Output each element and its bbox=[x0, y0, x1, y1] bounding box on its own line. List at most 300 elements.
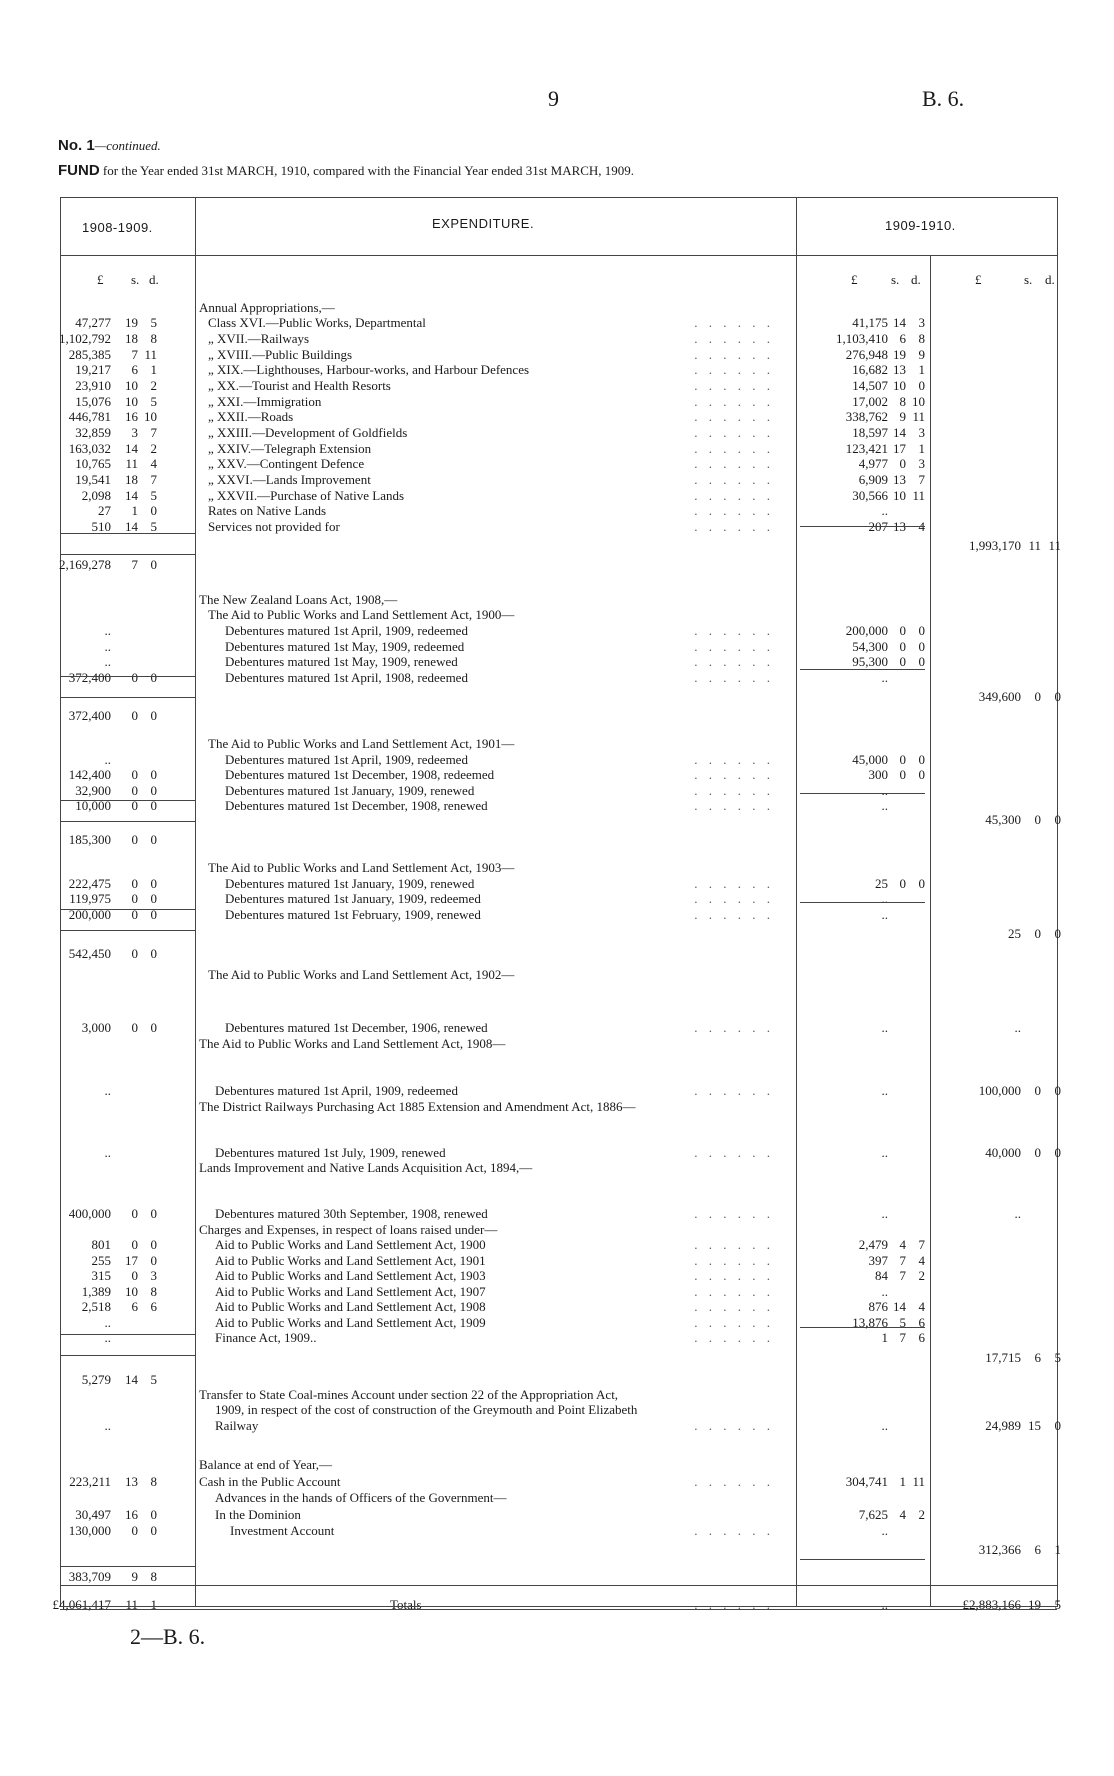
leader-dots: . . . . . . bbox=[694, 798, 774, 813]
1908-1909-shillings: 18 bbox=[125, 331, 138, 346]
left-subtotal-rule bbox=[60, 533, 195, 534]
1908-1909-shillings: 9 bbox=[131, 1569, 138, 1584]
1909-1910-item-pounds: .. bbox=[881, 1206, 888, 1221]
fund-title bbox=[58, 162, 634, 179]
1908-1909-pence: 7 bbox=[150, 425, 157, 440]
page-footer: 2—B. 6. bbox=[130, 1624, 206, 1649]
table-row bbox=[0, 860, 1114, 875]
1909-1910-item-shillings: 4 bbox=[899, 1507, 906, 1522]
1909-1910-item-pounds: .. bbox=[881, 907, 888, 922]
1908-1909-pence: 2 bbox=[150, 441, 157, 456]
1908-1909-pounds: .. bbox=[104, 639, 111, 654]
table-row bbox=[0, 670, 1114, 685]
1909-1910-item-shillings: 0 bbox=[899, 654, 906, 669]
row-description: Debentures matured 30th September, 1908, renewed bbox=[215, 1206, 488, 1221]
1908-1909-shillings: 16 bbox=[125, 409, 138, 424]
leader-dots: . . . . . . bbox=[694, 1474, 774, 1489]
leader-dots: . . . . . . bbox=[694, 1083, 774, 1098]
row-description: The Aid to Public Works and Land Settlement Act, 1900— bbox=[208, 607, 515, 622]
header-rule bbox=[60, 255, 1057, 256]
table-row bbox=[0, 441, 1114, 456]
table-row bbox=[0, 1507, 1114, 1522]
1908-1909-shillings: 0 bbox=[131, 708, 138, 723]
leader-dots: . . . . . . bbox=[694, 891, 774, 906]
leader-dots: . . . . . . bbox=[694, 876, 774, 891]
fund-description: for the Year ended 31st MARCH, 1910, compared with the Financial Year ended 31st MARCH, 1909. bbox=[102, 163, 635, 178]
row-description: „ XXI.—Immigration bbox=[208, 394, 322, 409]
1909-1910-item-pounds: 1 bbox=[881, 1330, 888, 1345]
1909-1910-item-pounds: 84 bbox=[875, 1268, 888, 1283]
row-description: Debentures matured 1st January, 1909, renewed bbox=[225, 783, 475, 798]
1909-1910-item-pounds: 207 bbox=[868, 519, 888, 534]
table-row bbox=[0, 1402, 1114, 1417]
1909-1910-total-pounds: 100,000 bbox=[978, 1083, 1021, 1098]
1908-1909-shillings: 14 bbox=[125, 519, 138, 534]
1908-1909-shillings: 6 bbox=[131, 1299, 138, 1314]
1908-1909-pounds: .. bbox=[104, 1418, 111, 1433]
row-description: 1909, in respect of the cost of construction of the Greymouth and Point Elizabeth bbox=[215, 1402, 638, 1417]
1909-1910-item-pounds: 4,977 bbox=[858, 456, 888, 471]
row-description: Debentures matured 1st April, 1908, redeemed bbox=[225, 670, 468, 685]
1908-1909-pence: 5 bbox=[150, 519, 157, 534]
1909-1910-item-shillings: 8 bbox=[899, 394, 906, 409]
1909-1910-item-pounds: 2,479 bbox=[858, 1237, 888, 1252]
1908-1909-pounds: 1,102,792 bbox=[59, 331, 111, 346]
1908-1909-pounds: 285,385 bbox=[68, 347, 111, 362]
1909-1910-item-shillings: 0 bbox=[899, 752, 906, 767]
row-description: Aid to Public Works and Land Settlement Act, 1909 bbox=[215, 1315, 486, 1330]
right-shilling-header: s. bbox=[1024, 272, 1033, 287]
row-description: The Aid to Public Works and Land Settlement Act, 1901— bbox=[208, 736, 515, 751]
row-description: Debentures matured 1st January, 1909, redeemed bbox=[225, 891, 481, 906]
table-row bbox=[0, 472, 1114, 487]
row-description: „ XX.—Tourist and Health Resorts bbox=[208, 378, 391, 393]
1909-1910-item-pounds: .. bbox=[881, 1083, 888, 1098]
table-row bbox=[0, 752, 1114, 767]
left-year-header: 1908-1909. bbox=[82, 220, 153, 235]
1908-1909-shillings: 13 bbox=[125, 1474, 138, 1489]
table-row bbox=[0, 783, 1114, 798]
left-subtotal-rule bbox=[60, 697, 195, 698]
1908-1909-shillings: 18 bbox=[125, 472, 138, 487]
1909-1910-item-shillings: 10 bbox=[893, 488, 906, 503]
1909-1910-item-pounds: .. bbox=[881, 1145, 888, 1160]
table-row bbox=[0, 891, 1114, 906]
1909-1910-item-pounds: 95,300 bbox=[852, 654, 888, 669]
left-subtotal-rule bbox=[60, 930, 195, 931]
1909-1910-item-pounds: 397 bbox=[868, 1253, 888, 1268]
1908-1909-pounds: 30,497 bbox=[75, 1507, 111, 1522]
row-description: Charges and Expenses, in respect of loans raised under— bbox=[199, 1222, 498, 1237]
table-row bbox=[0, 300, 1114, 315]
1909-1910-item-pounds: 200,000 bbox=[845, 623, 888, 638]
table-row bbox=[0, 519, 1114, 534]
1909-1910-item-shillings: 0 bbox=[899, 456, 906, 471]
1908-1909-shillings: 10 bbox=[125, 1284, 138, 1299]
1908-1909-pounds: .. bbox=[104, 1315, 111, 1330]
1909-1910-item-pence: 1 bbox=[918, 362, 925, 377]
row-description: Debentures matured 1st April, 1909, redeemed bbox=[215, 1083, 458, 1098]
row-description: Debentures matured 1st December, 1908, redeemed bbox=[225, 767, 495, 782]
1909-1910-item-pence: 6 bbox=[918, 1330, 925, 1345]
table-row bbox=[0, 1542, 1114, 1557]
1909-1910-total-shillings: 6 bbox=[1034, 1542, 1041, 1557]
1909-1910-item-pence: 3 bbox=[918, 425, 925, 440]
1908-1909-pounds: .. bbox=[104, 654, 111, 669]
1908-1909-shillings: 0 bbox=[131, 1206, 138, 1221]
1909-1910-total-pounds: 17,715 bbox=[985, 1350, 1021, 1365]
1909-1910-item-shillings: 7 bbox=[899, 1330, 906, 1345]
row-description: Debentures matured 1st May, 1909, redeemed bbox=[225, 639, 465, 654]
1908-1909-pounds: 315 bbox=[91, 1268, 111, 1283]
1908-1909-pence: 0 bbox=[150, 783, 157, 798]
1908-1909-shillings: 0 bbox=[131, 946, 138, 961]
table-row bbox=[0, 623, 1114, 638]
table-row bbox=[0, 409, 1114, 424]
1909-1910-item-pounds: .. bbox=[881, 1284, 888, 1299]
1908-1909-pounds: 400,000 bbox=[68, 1206, 111, 1221]
1909-1910-item-pounds: 304,741 bbox=[845, 1474, 888, 1489]
table-row bbox=[0, 1099, 1114, 1114]
row-description: Balance at end of Year,— bbox=[199, 1457, 333, 1472]
table-row bbox=[0, 1036, 1114, 1051]
1909-1910-item-shillings: 14 bbox=[893, 425, 906, 440]
1908-1909-pounds: 2,098 bbox=[81, 488, 111, 503]
1908-1909-shillings: 0 bbox=[131, 1020, 138, 1035]
leader-dots: . . . . . . bbox=[694, 503, 774, 518]
1909-1910-total-shillings: 15 bbox=[1028, 1418, 1041, 1433]
1909-1910-item-pence: 0 bbox=[918, 654, 925, 669]
leader-dots: . . . . . . bbox=[694, 752, 774, 767]
leader-dots: . . . . . . bbox=[694, 394, 774, 409]
1909-1910-total-pounds: 312,366 bbox=[978, 1542, 1021, 1557]
table-row bbox=[0, 1020, 1114, 1035]
1908-1909-pounds: .. bbox=[104, 752, 111, 767]
1908-1909-pence: 0 bbox=[150, 557, 157, 572]
table-row bbox=[0, 639, 1114, 654]
row-description: Aid to Public Works and Land Settlement Act, 1901 bbox=[215, 1253, 486, 1268]
1908-1909-pence: 0 bbox=[150, 832, 157, 847]
document-reference: B. 6. bbox=[922, 86, 965, 111]
1908-1909-shillings: 0 bbox=[131, 798, 138, 813]
row-description: Debentures matured 1st December, 1906, renewed bbox=[225, 1020, 488, 1035]
leader-dots: . . . . . . bbox=[694, 1237, 774, 1252]
table-row bbox=[0, 736, 1114, 751]
table-row bbox=[0, 1418, 1114, 1433]
1909-1910-item-pence: 11 bbox=[912, 488, 925, 503]
1909-1910-total-pence: 0 bbox=[1054, 689, 1061, 704]
leader-dots: . . . . . . bbox=[694, 1330, 774, 1345]
1909-1910-item-shillings: 19 bbox=[893, 347, 906, 362]
1908-1909-pence: 8 bbox=[150, 331, 157, 346]
row-description: In the Dominion bbox=[215, 1507, 301, 1522]
1909-1910-item-shillings: 1 bbox=[899, 1474, 906, 1489]
1908-1909-shillings: 1 bbox=[131, 503, 138, 518]
table-row bbox=[0, 1523, 1114, 1538]
1909-1910-total-shillings: 0 bbox=[1034, 812, 1041, 827]
mid-subtotal-rule bbox=[800, 669, 925, 670]
table-row bbox=[0, 1268, 1114, 1283]
1908-1909-pounds: 2,518 bbox=[81, 1299, 111, 1314]
1908-1909-pounds: .. bbox=[104, 1145, 111, 1160]
1909-1910-total-pence: 0 bbox=[1054, 812, 1061, 827]
row-description: Investment Account bbox=[230, 1523, 335, 1538]
table-row bbox=[0, 456, 1114, 471]
1908-1909-shillings: 11 bbox=[125, 456, 138, 471]
1909-1910-item-pounds: 123,421 bbox=[845, 441, 888, 456]
table-row bbox=[0, 394, 1114, 409]
1908-1909-pounds: 383,709 bbox=[68, 1569, 111, 1584]
1909-1910-item-pounds: .. bbox=[881, 798, 888, 813]
table-row bbox=[0, 347, 1114, 362]
row-description: The Aid to Public Works and Land Settlement Act, 1902— bbox=[208, 967, 515, 982]
1909-1910-item-shillings: 13 bbox=[893, 472, 906, 487]
1909-1910-item-pence: 11 bbox=[912, 409, 925, 424]
left-subtotal-rule bbox=[60, 676, 195, 677]
1909-1910-total-shillings: 0 bbox=[1034, 1083, 1041, 1098]
1908-1909-pounds: £4,061,417 bbox=[52, 1597, 111, 1612]
row-description: „ XVII.—Railways bbox=[208, 331, 310, 346]
1909-1910-item-shillings: 17 bbox=[893, 441, 906, 456]
1909-1910-item-pounds: 30,566 bbox=[852, 488, 888, 503]
right-pence-header: d. bbox=[1045, 272, 1055, 287]
left-subtotal-rule bbox=[60, 821, 195, 822]
mid-subtotal-rule bbox=[800, 526, 925, 527]
leader-dots: . . . . . . bbox=[694, 331, 774, 346]
1908-1909-pounds: .. bbox=[104, 1083, 111, 1098]
row-description: Transfer to State Coal-mines Account under section 22 of the Appropriation Act, bbox=[199, 1387, 619, 1402]
1909-1910-item-pence: 4 bbox=[918, 1299, 925, 1314]
1909-1910-item-shillings: 5 bbox=[899, 1315, 906, 1330]
1908-1909-pounds: 19,541 bbox=[75, 472, 111, 487]
table-row bbox=[0, 1160, 1114, 1175]
1908-1909-shillings: 0 bbox=[131, 891, 138, 906]
1908-1909-pence: 0 bbox=[150, 1020, 157, 1035]
1908-1909-shillings: 3 bbox=[131, 425, 138, 440]
1908-1909-pence: 1 bbox=[150, 362, 157, 377]
1908-1909-shillings: 0 bbox=[131, 670, 138, 685]
1908-1909-pence: 0 bbox=[150, 946, 157, 961]
1909-1910-item-pounds: 6,909 bbox=[858, 472, 888, 487]
1909-1910-item-shillings: 6 bbox=[899, 331, 906, 346]
1909-1910-total-pounds: .. bbox=[1014, 1206, 1021, 1221]
left-shilling-header: s. bbox=[131, 272, 140, 287]
table-row bbox=[0, 425, 1114, 440]
1909-1910-item-pounds: 16,682 bbox=[852, 362, 888, 377]
1909-1910-item-pence: 7 bbox=[918, 1237, 925, 1252]
table-row bbox=[0, 946, 1114, 961]
1909-1910-total-pence: 0 bbox=[1054, 926, 1061, 941]
row-description: „ XXV.—Contingent Defence bbox=[208, 456, 365, 471]
table-row bbox=[0, 1350, 1114, 1365]
table-row bbox=[0, 1569, 1114, 1584]
1909-1910-item-pence: 7 bbox=[918, 472, 925, 487]
leader-dots: . . . . . . bbox=[694, 1253, 774, 1268]
table-row bbox=[0, 1387, 1114, 1402]
mid-subtotal-rule bbox=[800, 793, 925, 794]
leader-dots: . . . . . . bbox=[694, 425, 774, 440]
1908-1909-pounds: 801 bbox=[91, 1237, 111, 1252]
1909-1910-item-pence: 0 bbox=[918, 752, 925, 767]
1908-1909-pounds: .. bbox=[104, 623, 111, 638]
mid-subtotal-rule bbox=[800, 1559, 925, 1560]
1908-1909-pence: 0 bbox=[150, 907, 157, 922]
table-row bbox=[0, 767, 1114, 782]
table-row bbox=[0, 812, 1114, 827]
left-subtotal-rule bbox=[60, 554, 195, 555]
left-subtotal-rule bbox=[60, 909, 195, 910]
1908-1909-pounds: 223,211 bbox=[69, 1474, 111, 1489]
table-row bbox=[0, 607, 1114, 622]
row-description: The New Zealand Loans Act, 1908,— bbox=[199, 592, 398, 607]
table-row bbox=[0, 926, 1114, 941]
row-description: The Aid to Public Works and Land Settlement Act, 1903— bbox=[208, 860, 515, 875]
1908-1909-pounds: 185,300 bbox=[68, 832, 111, 847]
left-subtotal-rule bbox=[60, 1566, 195, 1567]
1909-1910-item-pounds: 14,507 bbox=[852, 378, 888, 393]
leader-dots: . . . . . . bbox=[694, 441, 774, 456]
1909-1910-total-pounds: 1,993,170 bbox=[969, 538, 1021, 553]
1909-1910-item-pounds: .. bbox=[881, 1418, 888, 1433]
1909-1910-item-shillings: 0 bbox=[899, 876, 906, 891]
1908-1909-pence: 11 bbox=[144, 347, 157, 362]
1908-1909-pounds: 2,169,278 bbox=[59, 557, 111, 572]
expenditure-header: EXPENDITURE. bbox=[432, 216, 535, 231]
totals-double-rule bbox=[60, 1606, 1057, 1610]
1908-1909-shillings: 0 bbox=[131, 832, 138, 847]
leader-dots: . . . . . . bbox=[694, 1315, 774, 1330]
1908-1909-pence: 0 bbox=[150, 767, 157, 782]
1909-1910-item-pence: 8 bbox=[918, 331, 925, 346]
leader-dots: . . . . . . bbox=[694, 1268, 774, 1283]
1908-1909-pounds: 372,400 bbox=[68, 708, 111, 723]
1909-1910-item-pounds: .. bbox=[881, 1020, 888, 1035]
1909-1910-item-pounds: .. bbox=[881, 891, 888, 906]
leader-dots: . . . . . . bbox=[694, 362, 774, 377]
1909-1910-item-pounds: 876 bbox=[868, 1299, 888, 1314]
row-description: Annual Appropriations,— bbox=[199, 300, 335, 315]
1908-1909-pence: 0 bbox=[150, 1206, 157, 1221]
left-subtotal-rule bbox=[60, 1334, 195, 1335]
table-row bbox=[0, 876, 1114, 891]
1909-1910-item-shillings: 13 bbox=[893, 362, 906, 377]
1909-1910-item-pounds: 7,625 bbox=[858, 1507, 888, 1522]
right-year-header: 1909-1910. bbox=[885, 218, 956, 233]
1909-1910-item-pence: 2 bbox=[918, 1507, 925, 1522]
1908-1909-pence: 0 bbox=[150, 1523, 157, 1538]
table-row bbox=[0, 967, 1114, 982]
row-description: Services not provided for bbox=[208, 519, 340, 534]
1908-1909-pounds: 47,277 bbox=[75, 315, 111, 330]
mid-pound-header: £ bbox=[851, 272, 858, 287]
1909-1910-item-pounds: .. bbox=[881, 503, 888, 518]
1909-1910-item-pounds: 25 bbox=[875, 876, 888, 891]
1909-1910-item-pounds: .. bbox=[881, 1523, 888, 1538]
leader-dots: . . . . . . bbox=[694, 1299, 774, 1314]
row-description: Advances in the hands of Officers of the Government— bbox=[215, 1490, 507, 1505]
1909-1910-item-pounds: .. bbox=[881, 1597, 888, 1612]
1908-1909-shillings: 14 bbox=[125, 1372, 138, 1387]
1909-1910-item-pence: 2 bbox=[918, 1268, 925, 1283]
1909-1910-item-pence: 0 bbox=[918, 378, 925, 393]
leader-dots: . . . . . . bbox=[694, 1206, 774, 1221]
1909-1910-total-pounds: £2,883,166 bbox=[962, 1597, 1021, 1612]
1908-1909-pounds: 15,076 bbox=[75, 394, 111, 409]
1909-1910-total-pence: 5 bbox=[1054, 1597, 1061, 1612]
row-description: Totals bbox=[390, 1597, 422, 1612]
1908-1909-pounds: 32,859 bbox=[75, 425, 111, 440]
1908-1909-shillings: 11 bbox=[125, 1597, 138, 1612]
row-description: Debentures matured 1st April, 1909, redeemed bbox=[225, 623, 468, 638]
1908-1909-pounds: 5,279 bbox=[81, 1372, 111, 1387]
leader-dots: . . . . . . bbox=[694, 1284, 774, 1299]
row-description: Aid to Public Works and Land Settlement Act, 1908 bbox=[215, 1299, 486, 1314]
1909-1910-item-pounds: .. bbox=[881, 670, 888, 685]
1909-1910-total-pounds: 40,000 bbox=[985, 1145, 1021, 1160]
1908-1909-pence: 1 bbox=[150, 1597, 157, 1612]
1908-1909-pence: 0 bbox=[150, 1237, 157, 1252]
1908-1909-shillings: 16 bbox=[125, 1507, 138, 1522]
1908-1909-shillings: 0 bbox=[131, 1237, 138, 1252]
leader-dots: . . . . . . bbox=[694, 654, 774, 669]
1908-1909-pence: 8 bbox=[150, 1474, 157, 1489]
row-description: Lands Improvement and Native Lands Acquisition Act, 1894,— bbox=[199, 1160, 533, 1175]
1908-1909-pence: 6 bbox=[150, 1299, 157, 1314]
1908-1909-pence: 7 bbox=[150, 472, 157, 487]
1908-1909-pounds: 1,389 bbox=[81, 1284, 111, 1299]
table-row bbox=[0, 488, 1114, 503]
1909-1910-item-pounds: 13,876 bbox=[852, 1315, 888, 1330]
table-row bbox=[0, 557, 1114, 572]
table-row bbox=[0, 1315, 1114, 1330]
table-row bbox=[0, 315, 1114, 330]
1909-1910-item-shillings: 10 bbox=[893, 378, 906, 393]
table-row bbox=[0, 331, 1114, 346]
leader-dots: . . . . . . bbox=[694, 1020, 774, 1035]
mid-subtotal-rule bbox=[800, 902, 925, 903]
1908-1909-pence: 5 bbox=[150, 315, 157, 330]
1909-1910-total-pounds: 25 bbox=[1008, 926, 1021, 941]
leader-dots: . . . . . . bbox=[694, 639, 774, 654]
1909-1910-total-pence: 0 bbox=[1054, 1145, 1061, 1160]
leader-dots: . . . . . . bbox=[694, 623, 774, 638]
table-row bbox=[0, 1299, 1114, 1314]
1909-1910-item-pounds: 54,300 bbox=[852, 639, 888, 654]
table-row bbox=[0, 1222, 1114, 1237]
1908-1909-pence: 0 bbox=[150, 891, 157, 906]
table-row bbox=[0, 1237, 1114, 1252]
1908-1909-shillings: 10 bbox=[125, 378, 138, 393]
table-row bbox=[0, 708, 1114, 723]
1909-1910-item-shillings: 13 bbox=[893, 519, 906, 534]
1909-1910-total-pence: 5 bbox=[1054, 1350, 1061, 1365]
1909-1910-total-pounds: .. bbox=[1014, 1020, 1021, 1035]
row-description: The District Railways Purchasing Act 1885 Extension and Amendment Act, 1886— bbox=[199, 1099, 636, 1114]
leader-dots: . . . . . . bbox=[694, 519, 774, 534]
row-description: Aid to Public Works and Land Settlement Act, 1900 bbox=[215, 1237, 486, 1252]
1909-1910-total-shillings: 0 bbox=[1034, 1145, 1041, 1160]
table-row bbox=[0, 503, 1114, 518]
1909-1910-total-pounds: 24,989 bbox=[985, 1418, 1021, 1433]
1908-1909-shillings: 0 bbox=[131, 1523, 138, 1538]
row-description: Debentures matured 1st April, 1909, redeemed bbox=[225, 752, 468, 767]
1908-1909-pounds: 27 bbox=[98, 503, 111, 518]
1908-1909-pounds: 255 bbox=[91, 1253, 111, 1268]
1908-1909-pence: 8 bbox=[150, 1284, 157, 1299]
table-row bbox=[0, 378, 1114, 393]
mid-subtotal-rule bbox=[800, 1327, 925, 1328]
1909-1910-item-pence: 10 bbox=[912, 394, 925, 409]
